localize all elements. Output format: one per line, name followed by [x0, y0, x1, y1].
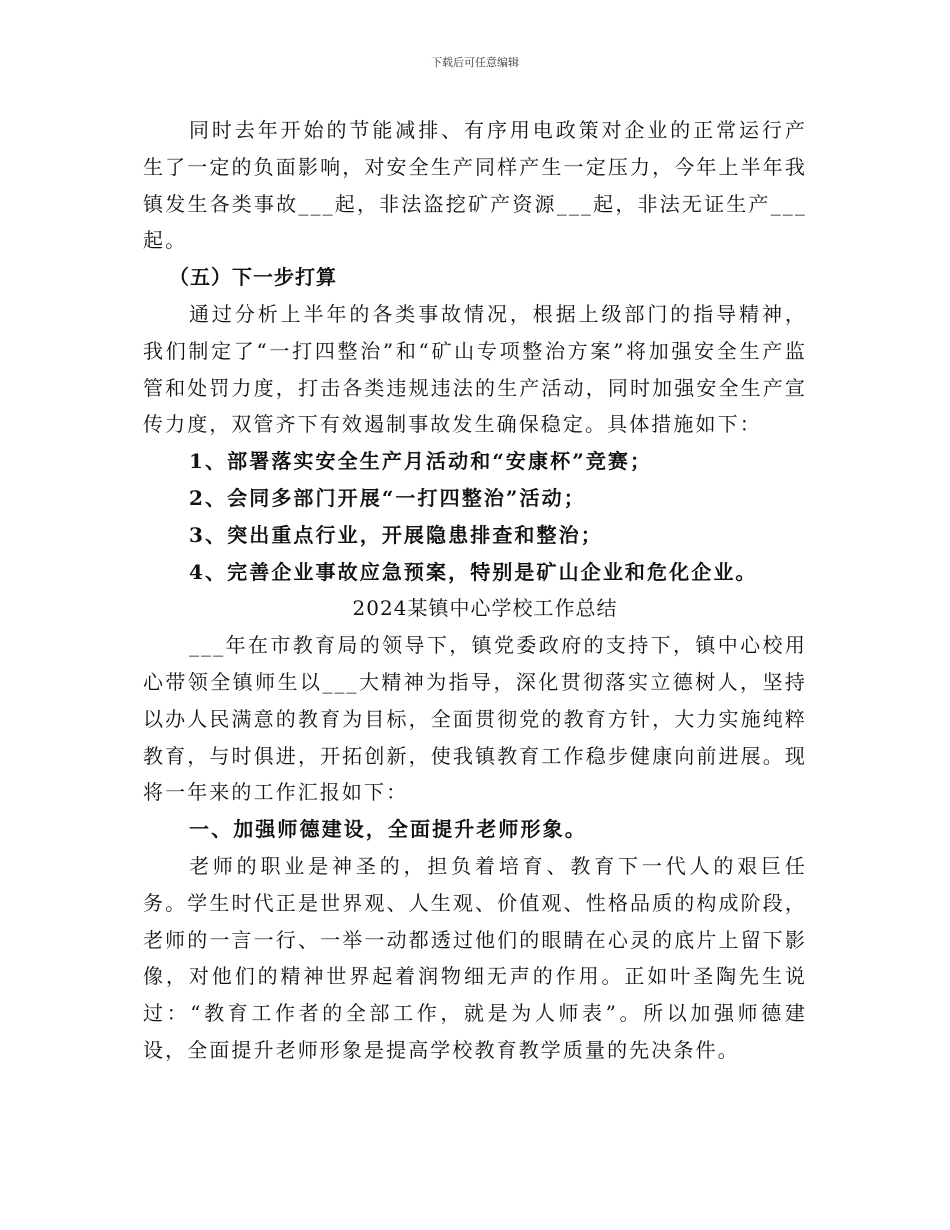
measure-item-4: 4、完善企业事故应急预案，特别是矿山企业和危化企业。: [189, 559, 758, 584]
heading-teacher-ethics: 一、加强师德建设，全面提升老师形象。: [189, 817, 587, 842]
measure-item-3: 3、突出重点行业，开展隐患排查和整治；: [189, 522, 603, 547]
measure-item-2: 2、会同多部门开展“一打四整治”活动；: [189, 485, 586, 510]
section-heading-next-steps: （五）下一步打算: [169, 265, 337, 290]
measure-item-1: 1、部署落实安全生产月活动和“安康杯”竞赛；: [189, 449, 653, 474]
paragraph-energy-policy: 同时去年开始的节能减排、有序用电政策对企业的正常运行产生了一定的负面影响，对安全生产同样产生一定压力，今年上半年我镇发生各类事故___起，非法盗挖矿产资源___起，非法无证生产___起。: [143, 118, 807, 253]
paragraph-school-intro: ___年在市教育局的领导下，镇党委政府的支持下，镇中心校用心带领全镇师生以___大精神为指导，深化贯彻落实立德树人，坚持以办人民满意的教育为目标，全面贯彻党的教育方针，大力实施纯粹教育，与时俱进，开拓创新，使我镇教育工作稳步健康向前进展。现将一年来的工作汇报如下：: [143, 633, 807, 805]
document-title: 2024某镇中心学校工作总结: [352, 596, 618, 621]
paragraph-next-steps: 通过分析上半年的各类事故情况，根据上级部门的指导精神，我们制定了“一打四整治”和“矿山专项整治方案”将加强安全生产监管和处罚力度，打击各类违规违法的生产活动，同时加强安全生产宣传力度，双管齐下有效遏制事故发生确保稳定。具体措施如下：: [143, 301, 807, 437]
paragraph-teacher-ethics: 老师的职业是神圣的，担负着培育、教育下一代人的艰巨任务。学生时代正是世界观、人生观、价值观、性格品质的构成阶段，老师的一言一行、一举一动都透过他们的眼睛在心灵的底片上留下影像，对他们的精神世界起着润物细无声的作用。正如叶圣陶先生说过：“教育工作者的全部工作，就是为人师表”。所以加强师德建设，全面提升老师形象是提高学校教育教学质量的先决条件。: [143, 853, 807, 1062]
page-header-note: 下载后可任意编辑: [431, 56, 519, 69]
document-body: [143, 112, 807, 1069]
